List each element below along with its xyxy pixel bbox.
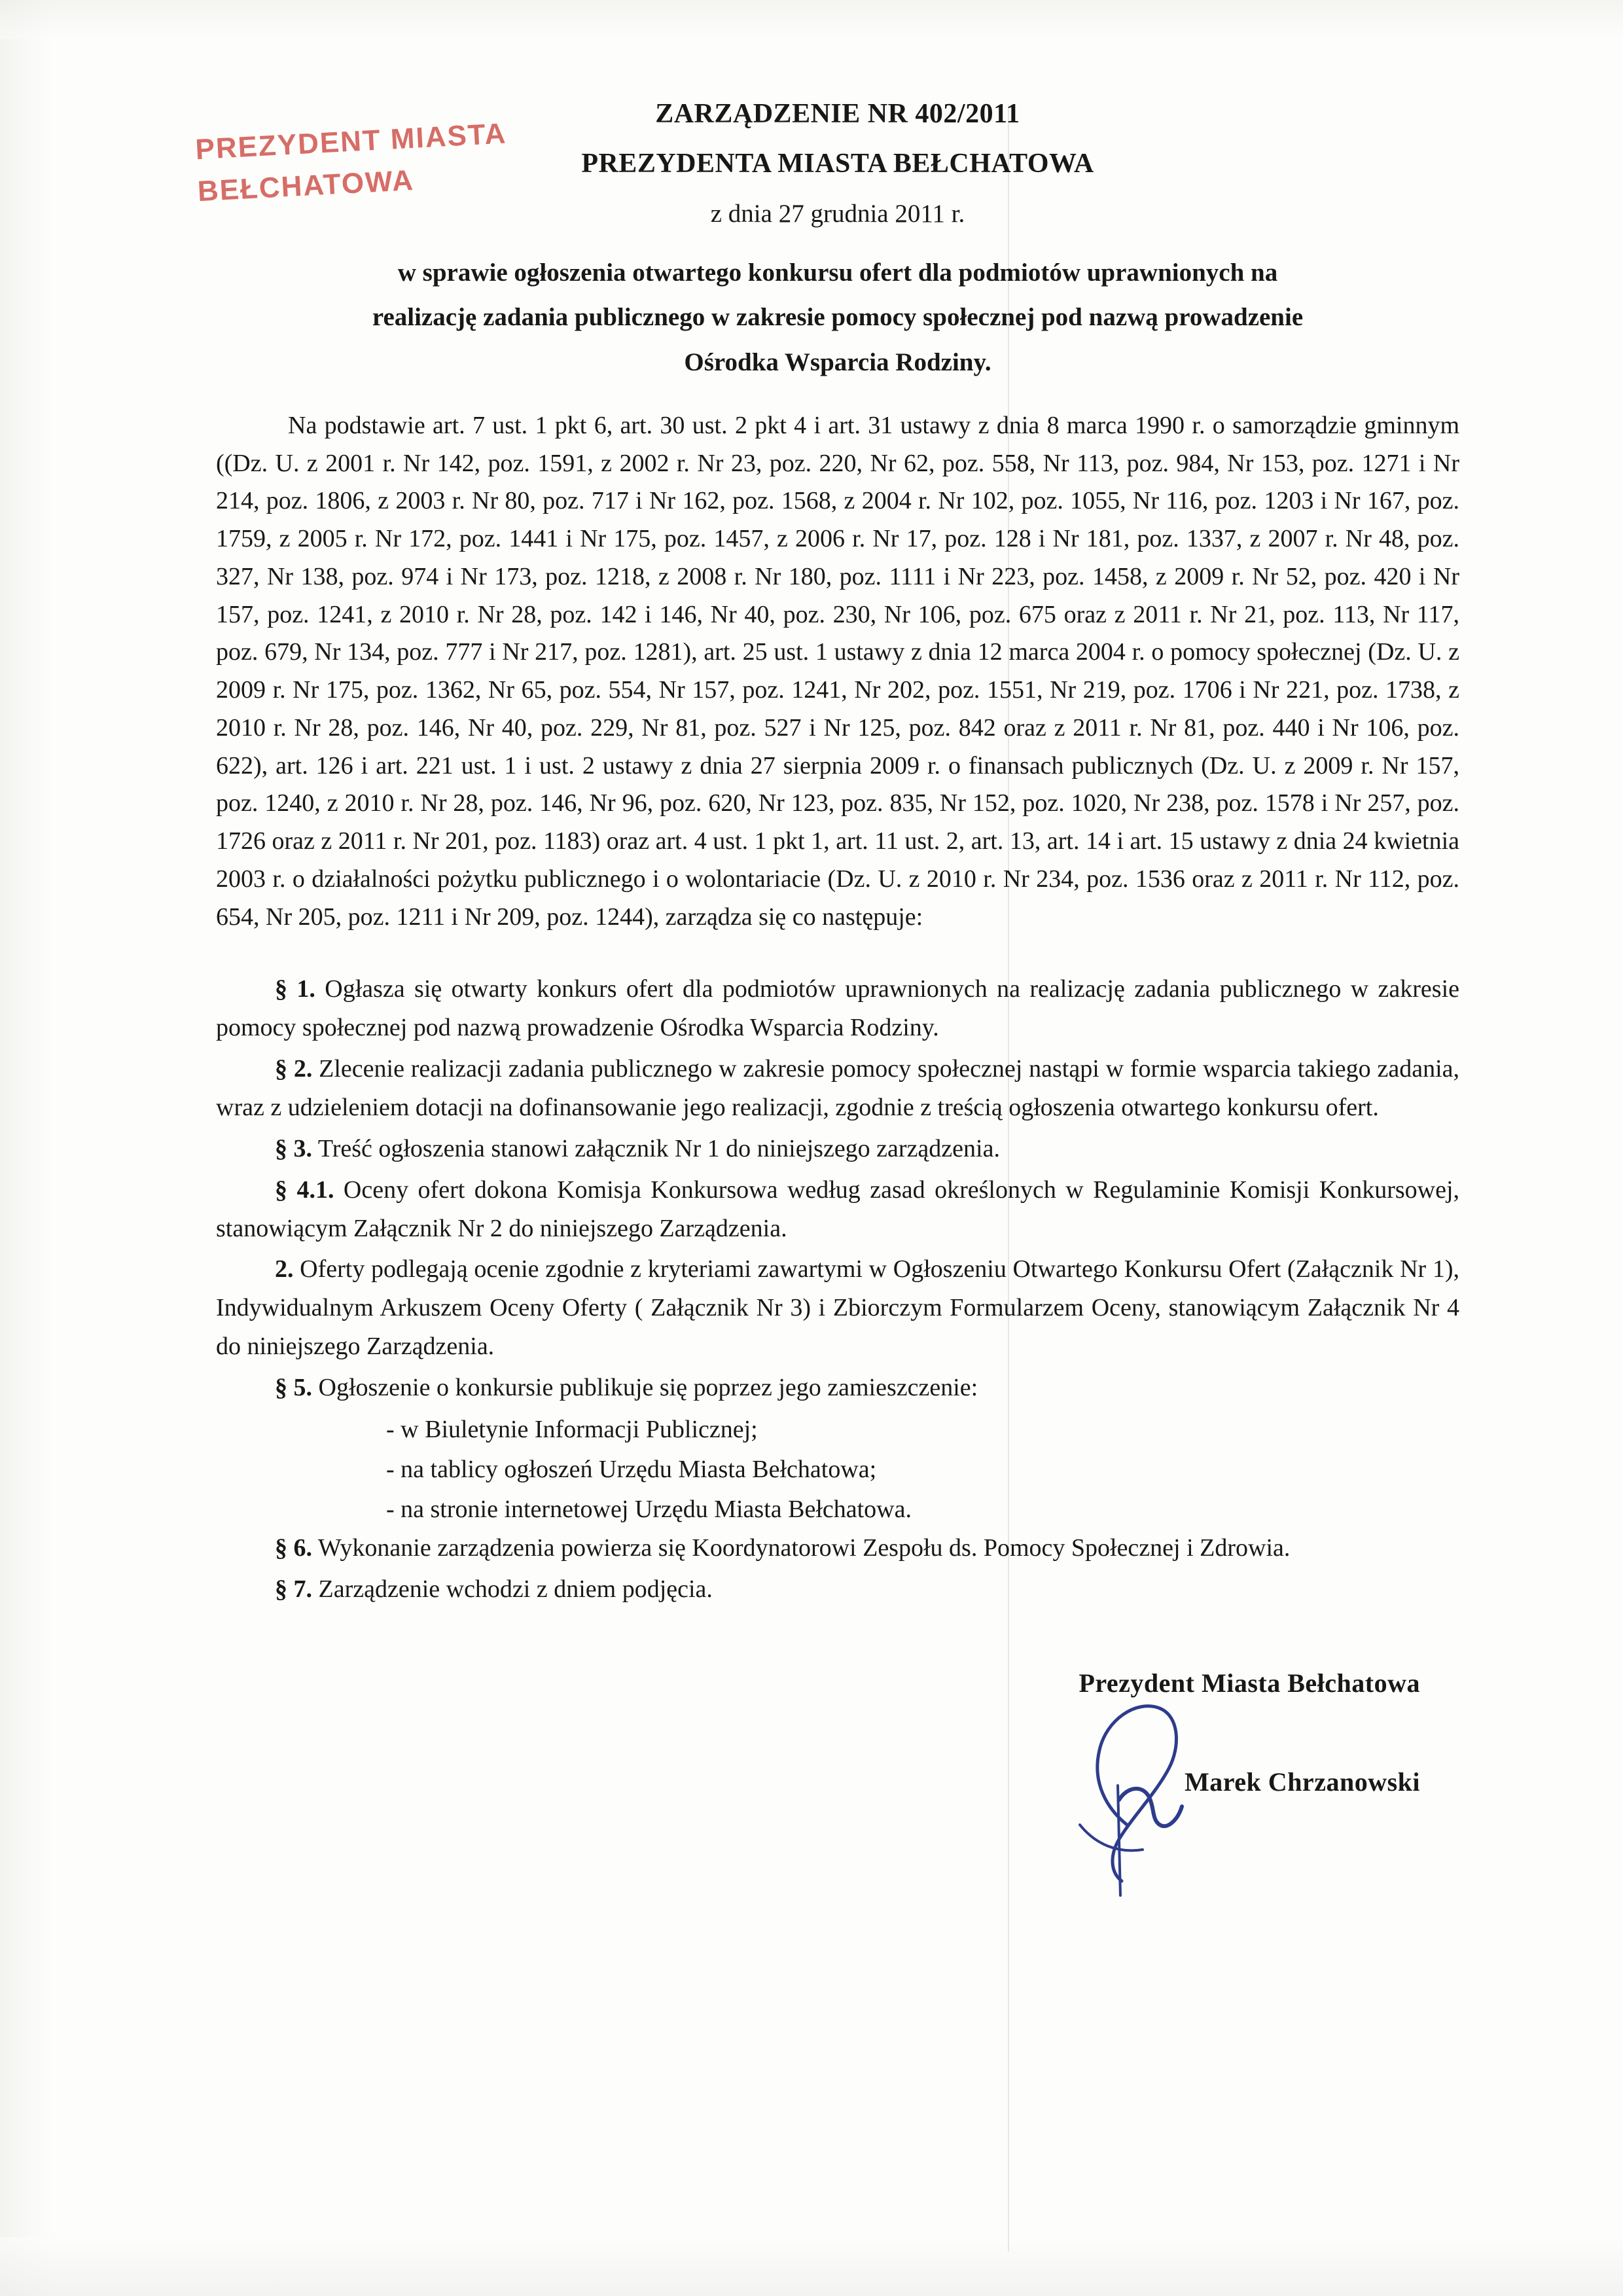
provision-3 [216, 1130, 1459, 1168]
signature-block [216, 1668, 1459, 1797]
document-subject [242, 251, 1433, 385]
provision-3-marker: § 3. [275, 1134, 312, 1162]
provision-1-marker: § 1. [275, 975, 315, 1003]
provision-7-marker: § 7. [275, 1575, 312, 1604]
provision-4-2 [216, 1250, 1459, 1366]
provision-4 [216, 1171, 1459, 1248]
document-header [216, 98, 1459, 228]
provision-6-marker: § 6. [275, 1534, 312, 1562]
office-stamp-line-1: PREZYDENT MIASTA [194, 117, 508, 166]
provision-6-text: Wykonanie zarządzenia powierza się Koordynatorowi Zespołu ds. Pomocy Społecznej i Zdrowia. [312, 1534, 1291, 1562]
provision-4-text: Oceny ofert dokona Komisja Konkursowa według zasad określonych w Regulaminie Komisji Konkursowej, stanowiącym Załącznik Nr 2 do niniejszego Zarządzenia. [216, 1175, 1460, 1242]
provision-6 [216, 1529, 1459, 1568]
document-subject-line-1: w sprawie ogłoszenia otwartego konkursu ofert dla podmiotów uprawnionych na [397, 259, 1278, 287]
document-title-line-1: ZARZĄDZENIE NR 402/2011 [655, 99, 1020, 129]
document-date: z dnia 27 grudnia 2011 r. [710, 200, 965, 228]
provision-1 [216, 970, 1459, 1047]
scan-edge-left [0, 0, 52, 2296]
provision-5-text: Ogłoszenie o konkursie publikuje się poprzez jego zamieszczenie: [312, 1374, 978, 1402]
signature-title: Prezydent Miasta Bełchatowa [1079, 1668, 1420, 1698]
provision-1-text: Ogłasza się otwarty konkurs ofert dla podmiotów uprawnionych na realizację zadania publicznego w zakresie pomocy społecznej pod nazwą prowadzenie Ośrodka Wsparcia Rodziny. [216, 975, 1460, 1042]
provision-5 [216, 1369, 1459, 1407]
provision-4-2-marker: 2. [275, 1255, 294, 1283]
legal-basis-paragraph [216, 407, 1459, 937]
provision-2 [216, 1050, 1459, 1127]
scan-edge-bottom [0, 2237, 1623, 2296]
provision-4-marker: § 4.1. [275, 1175, 334, 1204]
provision-4-2-text: Oferty podlegają ocenie zgodnie z kryteriami zawartymi w Ogłoszeniu Otwartego Konkursu Ofert (Załącznik Nr 1), Indywidualnym Arkuszem Oceny Oferty ( Załącznik Nr 3) i Zbiorczym Formularzem Oceny, stanowiącym Załącznik Nr 4 do niniejszego Zarządzenia. [216, 1255, 1459, 1361]
publication-bullet-2: - na tablicy ogłoszeń Urzędu Miasta Bełchatowa; [386, 1455, 877, 1483]
document-content [216, 98, 1459, 1797]
provision-3-text: Treść ogłoszenia stanowi załącznik Nr 1 do niniejszego zarządzenia. [312, 1134, 1000, 1162]
provisions-list [216, 970, 1459, 1609]
provision-2-marker: § 2. [275, 1055, 313, 1083]
publication-bullet-1: - w Biuletynie Informacji Publicznej; [386, 1416, 758, 1444]
signature-name: Marek Chrzanowski [1185, 1767, 1420, 1797]
provision-5-marker: § 5. [275, 1374, 312, 1402]
publication-bullet-3: - na stronie internetowej Urzędu Miasta Bełchatowa. [386, 1495, 912, 1523]
document-title-line-2: PREZYDENTA MIASTA BEŁCHATOWA [581, 149, 1094, 179]
document-subject-line-2: realizację zadania publicznego w zakresie pomocy społecznej pod nazwą prowadzenie [372, 303, 1304, 332]
office-stamp-line-2: BEŁCHATOWA [196, 164, 416, 208]
provision-7-text: Zarządzenie wchodzi z dniem podjęcia. [312, 1575, 713, 1604]
legal-basis-text: Na podstawie art. 7 ust. 1 pkt 6, art. 30 ust. 2 pkt 4 i art. 31 ustawy z dnia 8 marca 1990 r. o samorządzie gminnym ((Dz. U. z 2001 r. Nr 142, poz. 1591, z 2002 r. Nr 23, poz. 220, Nr 62, poz. 558, Nr 113, poz. 984, Nr 153, poz. 1271 i Nr 214, poz. 1806, z 2003 r. Nr 80, poz. 717 i Nr 162, poz. 1568, z 2004 r. Nr 102, poz. 1055, Nr 116, poz. 1203 i Nr 167, poz. 1759, z 2005 r. Nr 172, poz. 1441 i Nr 175, poz. 1457, z 2006 r. Nr 17, poz. 128 i Nr 181, poz. 1337, z 2007 r. Nr 48, poz. 327, Nr 138, poz. 974 i Nr 173, poz. 1218, z 2008 r. Nr 180, poz. 1111 i Nr 223, poz. 1458, z 2009 r. Nr 52, poz. 420 i Nr 157, poz. 1241, z 2010 r. Nr 28, poz. 142 i 146, Nr 40, poz. 230, Nr 106, poz. 675 oraz z 2011 r. Nr 21, poz. 113, Nr 117, poz. 679, Nr 134, poz. 777 i Nr 217, poz. 1281), art. 25 ust. 1 ustawy z dnia 12 marca 2004 r. o pomocy społecznej (Dz. U. z 2009 r. Nr 175, poz. 1362, Nr 65, poz. 554, Nr 157, poz. 1241, Nr 202, poz. 1551, Nr 219, poz. 1706 i Nr 221, poz. 1738, z 2010 r. Nr 28, poz. 146, Nr 40, poz. 229, Nr 81, poz. 527 i Nr 125, poz. 842 oraz z 2011 r. Nr 81, poz. 440 i Nr 106, poz. 622), art. 126 i art. 221 ust. 1 i ust. 2 ustawy z dnia 27 sierpnia 2009 r. o finansach publicznych (Dz. U. z 2009 r. Nr 157, poz. 1240, z 2010 r. Nr 28, poz. 146, Nr 96, poz. 620, Nr 123, poz. 835, Nr 152, poz. 1020, Nr 238, poz. 1578 i Nr 257, poz. 1726 oraz z 2011 r. Nr 201, poz. 1183) oraz art. 4 ust. 1 pkt 1, art. 11 ust. 2, art. 13, art. 14 i art. 15 ustawy z dnia 24 kwietnia 2003 r. o działalności pożytku publicznego i o wolontariacie (Dz. U. z 2010 r. Nr 234, poz. 1536 oraz z 2011 r. Nr 112, poz. 654, Nr 205, poz. 1211 i Nr 209, poz. 1244), zarządza się co następuje: [216, 411, 1459, 931]
scan-edge-top [0, 0, 1623, 39]
publication-bullets [216, 1410, 1459, 1529]
provision-2-text: Zlecenie realizacji zadania publicznego w zakresie pomocy społecznej nastąpi w formie wsparcia takiego zadania, wraz z udzieleniem dotacji na dofinansowanie jego realizacji, zgodnie z treścią ogłoszenia otwartego konkursu ofert. [216, 1055, 1459, 1121]
document-subject-line-3: Ośrodka Wsparcia Rodziny. [684, 348, 991, 376]
provision-7 [216, 1570, 1459, 1609]
